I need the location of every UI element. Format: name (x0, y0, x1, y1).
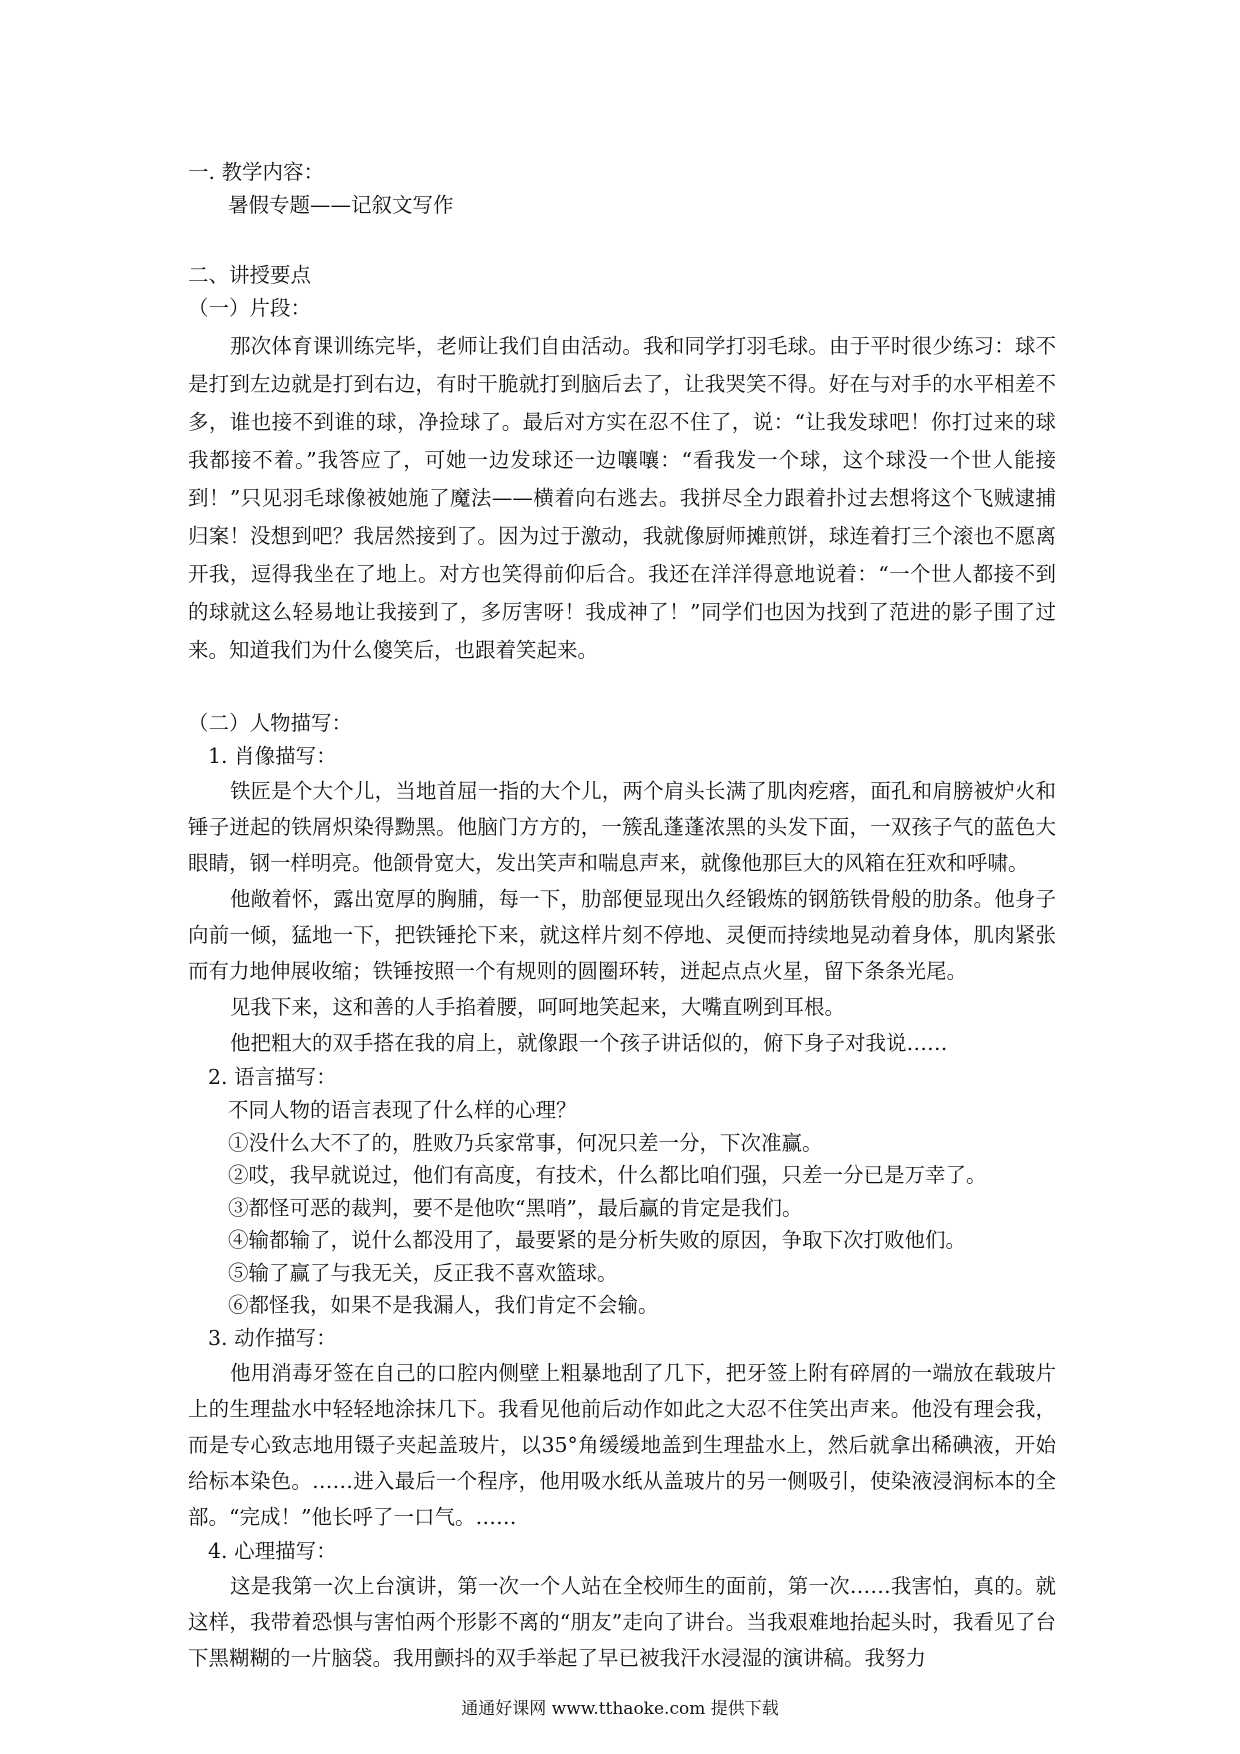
portrait-paragraph-3: 见我下来，这和善的人手掐着腰，呵呵地笑起来，大嘴直咧到耳根。 (230, 995, 845, 1019)
speech-item: ④输都输了，说什么都没用了，最要紧的是分析失败的原因，争取下次打败他们。 (228, 1228, 966, 1252)
fragment-paragraph: 那次体育课训练完毕，老师让我们自由活动。我和同学打羽毛球。由于平时很少练习：球不是打到左边就是打到右边，有时干脆就打到脑后去了，让我哭笑不得。好在与对手的水平相差不多，谁也接不到谁的球，净捡球了。最后对方实在忍不住了，说：“让我发球吧！你打过来的球我都接不着。”我答应了，可她一边发球还一边嚷嚷：“看我发一个球，这个球没一个世人能接到！”只见羽毛球像被她施了魔法——横着向右逃去。我拼尽全力跟着扑过去想将这个飞贼逮捕归案！没想到吧？我居然接到了。因为过于激动，我就像厨师摊煎饼，球连着打三个滚也不愿离开我，逗得我坐在了地上。对方也笑得前仰后合。我还在洋洋得意地说着：“一个世人都接不到的球就这么轻易地让我接到了，多厉害呀！我成神了！”同学们也因为找到了范进的影子围了过来。知道我们为什么傻笑后，也跟着笑起来。 (188, 334, 1056, 662)
section-1-topic: 暑假专题——记叙文写作 (228, 193, 454, 217)
spacer (188, 222, 1056, 255)
speech-item: ⑥都怪我，如果不是我漏人，我们肯定不会输。 (228, 1293, 659, 1317)
section-1-heading: 一. 教学内容： (188, 160, 325, 184)
portrait-paragraph-2: 他敞着怀，露出宽厚的胸脯，每一下，肋部便显现出久经锻炼的钢筋铁骨般的肋条。他身子向前一倾，猛地一下，把铁锤抡下来，就这样片刻不停地、灵便而持续地晃动着身体，肌肉紧张而有力地伸展收缩；铁锤按照一个有规则的圆圈环转，迸起点点火星，留下条条光尾。 (188, 887, 1056, 983)
portrait-paragraph-1: 铁匠是个大个儿，当地首屈一指的大个儿，两个肩头长满了肌肉疙瘩，面孔和肩膀被炉火和锤子迸起的铁屑炽染得黝黑。他脑门方方的，一簇乱蓬蓬浓黑的头发下面，一双孩子气的蓝色大眼睛，钢一样明亮。他颌骨宽大，发出笑声和喘息声来，就像他那巨大的风箱在狂欢和呼啸。 (188, 779, 1056, 875)
action-heading: 3. 动作描写： (208, 1325, 337, 1350)
speech-question: 不同人物的语言表现了什么样的心理？ (228, 1098, 577, 1122)
section-2-heading: 二、讲授要点 (188, 263, 311, 287)
subsection-fragment-heading: （一）片段： (188, 296, 311, 320)
speech-item: ②哎，我早就说过，他们有高度，有技术，什么都比咱们强，只差一分已是万幸了。 (228, 1163, 987, 1187)
speech-item: ③都怪可恶的裁判，要不是他吹“黑哨”，最后赢的肯定是我们。 (228, 1195, 803, 1220)
speech-item: ①没什么大不了的，胜败乃兵家常事，何况只差一分，下次准赢。 (228, 1130, 823, 1155)
spacer (188, 669, 1056, 707)
psych-heading: 4. 心理描写： (208, 1538, 337, 1563)
subsection-character-heading: （二）人物描写： (188, 711, 352, 735)
speech-item: ⑤输了赢了与我无关，反正我不喜欢篮球。 (228, 1260, 618, 1285)
document-body (188, 156, 1056, 1676)
portrait-heading: 1. 肖像描写： (208, 744, 337, 768)
page-footer: 通通好课网 www.tthaoke.com 提供下载 (461, 1699, 779, 1719)
action-paragraph: 他用消毒牙签在自己的口腔内侧壁上粗暴地刮了几下，把牙签上附有碎屑的一端放在载玻片上的生理盐水中轻轻地涂抹几下。我看见他前后动作如此之大忍不住笑出声来。他没有理会我，而是专心致志地用镊子夹起盖玻片，以35°角缓缓地盖到生理盐水上，然后就拿出稀碘液，开始给标本染色。……进入最后一个程序，他用吸水纸从盖玻片的另一侧吸引，使染液浸润标本的全部。“完成！”他长呼了一口气。…… (188, 1360, 1056, 1529)
speech-heading: 2. 语言描写： (208, 1065, 337, 1089)
psych-paragraph: 这是我第一次上台演讲，第一次一个人站在全校师生的面前，第一次……我害怕，真的。就这样，我带着恐惧与害怕两个形影不离的“朋友”走向了讲台。当我艰难地抬起头时，我看见了台下黑糊糊的一片脑袋。我用颤抖的双手举起了早已被我汗水浸湿的演讲稿。我努力 (188, 1573, 1056, 1670)
portrait-paragraph-4: 他把粗大的双手搭在我的肩上，就像跟一个孩子讲话似的，俯下身子对我说…… (230, 1031, 948, 1055)
